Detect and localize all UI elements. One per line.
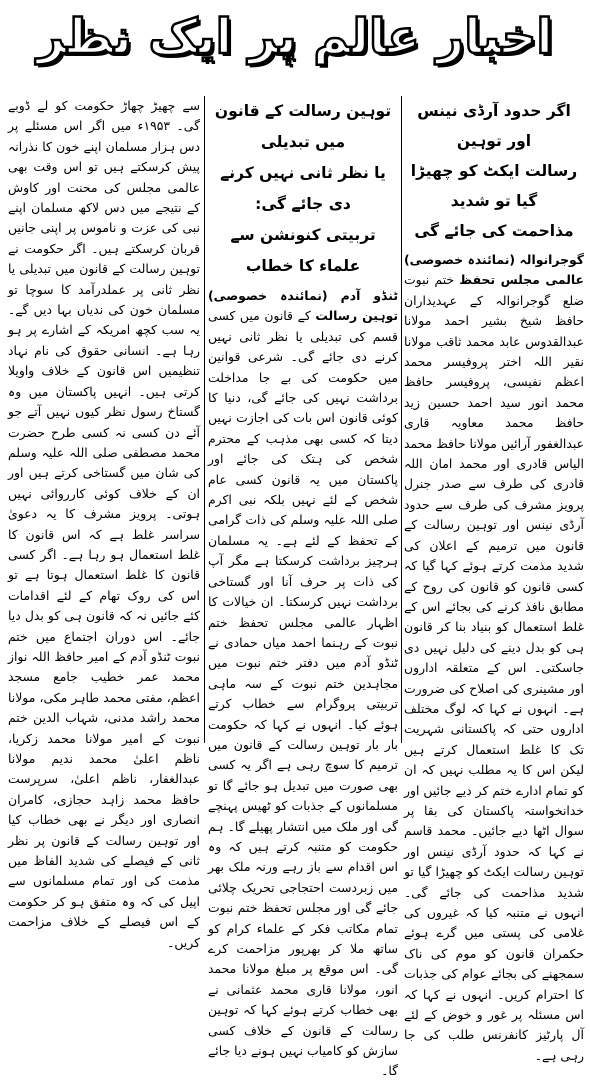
headline-line: توہین رسالت کے قانون میں تبدیلی: [214, 102, 392, 151]
article-hudood-ordinance: [404, 96, 584, 1063]
article-headline: [404, 96, 584, 246]
headline-line: یا نظر ثانی نہیں کرنے دی جائے گی:: [220, 164, 386, 213]
article-headline: [208, 96, 398, 282]
column-rule: [401, 96, 402, 743]
article-continuation: [8, 96, 200, 950]
article-text: کے قانون میں کسی قسم کی تبدیلی یا نظر ثانی نہیں کرنے دی جائے گی۔ شرعی قوانین میں حکومت کی بے جا مداخلت برداشت نہیں کی جائے گی، دنیا کا کوئی قانون اس بات کی اجازت نہیں دیتا کہ کسی بھی مذہب کے محترم شخص کی ہتک کی جائے اور پاکستان میں یہ قانون کسی عام شخص کے لئے نہیں بلکہ نبی اکرم صلی اللہ علیہ وسلم کی ذات گرامی کے تحفظ کے لئے ہے۔ یہ مسلمان ہرچیز برداشت کرسکتا ہے مگر آپ کی ذات پر حرف آنا اور گستاخی برداشت نہیں کرسکتا۔ ان خیالات کا اظہار عالمی مجلس تحفظ ختم نبوت کے رہنما احمد میاں حمادی نے ٹنڈو آدم میں دفتر ختم نبوت میں مجاہدین ختم نبوت کے سہ ماہی تربیتی پروگرام سے خطاب کرتے ہوئے کیا۔ انہوں نے کہا کہ حکومت بار بار توہین رسالت کے قانون میں ترمیم کا سوچ رہی ہے اگر یہ کسی بھی صورت میں تبدیل ہو جائے گا تو مسلمانوں کے جذبات کو ٹھیس پہنچے گی اور ملک میں انتشار پھیلے گا۔ ہم حکومت کو متنبہ کرتے ہیں کہ وہ اس اقدام سے باز رہے ورنہ ملک بھر میں زبردست احتجاجی تحریک چلائی جائے گی اور مجلس تحفظ ختم نبوت تمام مکاتب فکر کے علماء کرام کو ساتھ ملا کر بھرپور مزاحمت کرے گی۔ اس موقع پر مبلغ مولانا محمد انور، مولانا قاری محمد عثمانی نے بھی خطاب کرتے ہوئے کہا کہ توہین رسالت کے قانون کے خلاف کسی سازش کو کامیاب نہیں ہونے دیا جائے گا۔: [208, 308, 398, 1079]
article-text: ختم نبوت ضلع گوجرانوالہ کے عہدیداران حافظ شیخ بشیر احمد مولانا عبدالقدوس عابد محمد ثاقب مولانا نقیر اللہ اختر پروفیسر محمد اعظم نفیسی، پروفیسر حافظ محمد انور سید احمد حسین زید حافظ محمد معاویہ قاری عبدالغفور آرائیں مولانا حافظ محمد الیاس قادری اور محمد امان اللہ قادری کی طرف سے صدر جنرل پرویز مشرف کی طرف سے حدود آرڈی نینس اور توہین رسالت کے قانون میں ترمیم کے اعلان کی شدید مذمت کرتے ہوئے کہا گیا کہ کسی قانون کو قانون کی روح کے مطابق نافذ کرنے کی بجائے اس کے غلط استعمال کو بنیاد بنا کر قانون ہی کو بدل دینے کی دلیل نہیں دی جاسکتی۔ اس کے متعلقہ اداروں اور مشینری کی اصلاح کی ضرورت ہے۔ انہوں نے کہا کہ لوگ مختلف اداروں حتی کہ پاکستانی شہریت تک کا غلط استعمال کرتے ہیں لیکن اس کا یہ مطلب نہیں کہ ان کو تمام ادارے ختم کر دیے جائیں اور خدانخواستہ پاکستان کی بقا پر سوال اٹھا دیے جائیں۔ محمد قاسم نے کہا کہ حدود آرڈی نینس اور توہین رسالت ایکٹ کو چھیڑا گیا تو شدید مذاحمت کی جائے گی۔ انہوں نے متنبہ کیا کہ غیروں کی غلامی کی پستی میں گرے ہوئے حکمران قانون کو موم کی ناک سمجھنے کی بجائے عوام کی جذبات کا احترام کریں۔ انہوں نے کہا کہ اس مسئلہ پر غور و خوض کے لئے آل پارٹیز کانفرنس طلب کی جا رہی ہے۔: [404, 272, 584, 1063]
headline-line: رسالت ایکٹ کو چھیڑا گیا تو شدید: [410, 162, 578, 210]
headline-line: اگر حدود آرڈی نینس اور توہین: [417, 102, 571, 150]
article-byline: گوجرانوالہ (نمائندہ خصوصی) عالمی مجلس تحفظ: [404, 252, 584, 288]
headline-line: تربیتی کنونشن سے علماء کا خطاب: [230, 226, 376, 275]
column-rule: [204, 96, 205, 743]
masthead-title: اخبار عالم پر ایک نظر: [37, 9, 553, 65]
article-byline: ٹنڈو آدم (نمائندہ خصوصی) توہین رسالت: [208, 288, 398, 324]
article-blasphemy-law: [208, 96, 398, 1079]
headline-line: مذاحمت کی جائے گی: [414, 222, 574, 240]
masthead-banner: [22, 4, 568, 70]
article-text: سے چھیڑ چھاڑ حکومت کو لے ڈوبے گی۔ ۱۹۵۳ء میں اگر اس مسئلے پر دس ہزار مسلمان اپنے خون کا نذرانہ پیش کرسکتے ہیں تو اس وقت بھی عالمی مجلس کی محنت اور کاوش کے نتیجے میں دس لاکھ مسلمان اپنے نبی کی عزت و ناموس پر اپنی جانیں قربان کرسکتے ہیں۔ اگر حکومت نے توہین رسالت کے قانون میں تبدیلی یا نظر ثانی پر عملدرآمد کا سوچا تو مسلمان خون کی ندیاں بہا دیں گے۔ یہ سب کچھ امریکہ کے اشارے پر ہو رہا ہے۔ انسانی حقوق کی نام نہاد تنظیمیں اس قانون کے خلاف واویلا کرتی ہیں۔ انہیں پاکستان میں وہ گستاخ رسول نظر کیوں نہیں آتے جو آئے دن کسی نہ کسی طرح حضرت محمد مصطفی صلی اللہ علیہ وسلم کی شان میں گستاخی کرتے ہیں اور ان کے خلاف کوئی کارروائی نہیں ہوتی۔ پرویز مشرف کا یہ دعویٰ سراسر غلط ہے کہ اس قانون کا غلط استعمال ہو رہا ہے۔ اگر کسی قانون کا غلط استعمال ہوتا ہے تو اس کی روک تھام کے لئے اقدامات کئے جائیں نہ کہ قانون ہی کو بدل دیا جائے۔ اس دوران اجتماع میں ختم نبوت ٹنڈو آدم کے امیر حافظ اللہ نواز محمد عمر خطیب جامع مسجد اعظم، مفتی محمد طاہر مکی، مولانا محمد راشد مدنی، شہاب الدین ختم نبوت کے امیر مولانا محمد زکریا، ناظم اعلیٰ محمد ندیم مولانا عبدالغفار، ناظم اعلیٰ، سرپرست حافظ محمد زاہد حجازی، کامران انصاری اور دیگر نے بھی خطاب کیا اور توہین رسالت کے قانون پر نظر ثانی کے فیصلے کی شدید الفاظ میں مذمت کی اور تمام مسلمانوں سے اپیل کی کہ وہ متفق ہو کر حکومت کے اس فیصلے کے خلاف مزاحمت کریں۔: [8, 98, 200, 950]
article-body: [208, 286, 398, 1082]
article-body: [404, 250, 584, 1066]
